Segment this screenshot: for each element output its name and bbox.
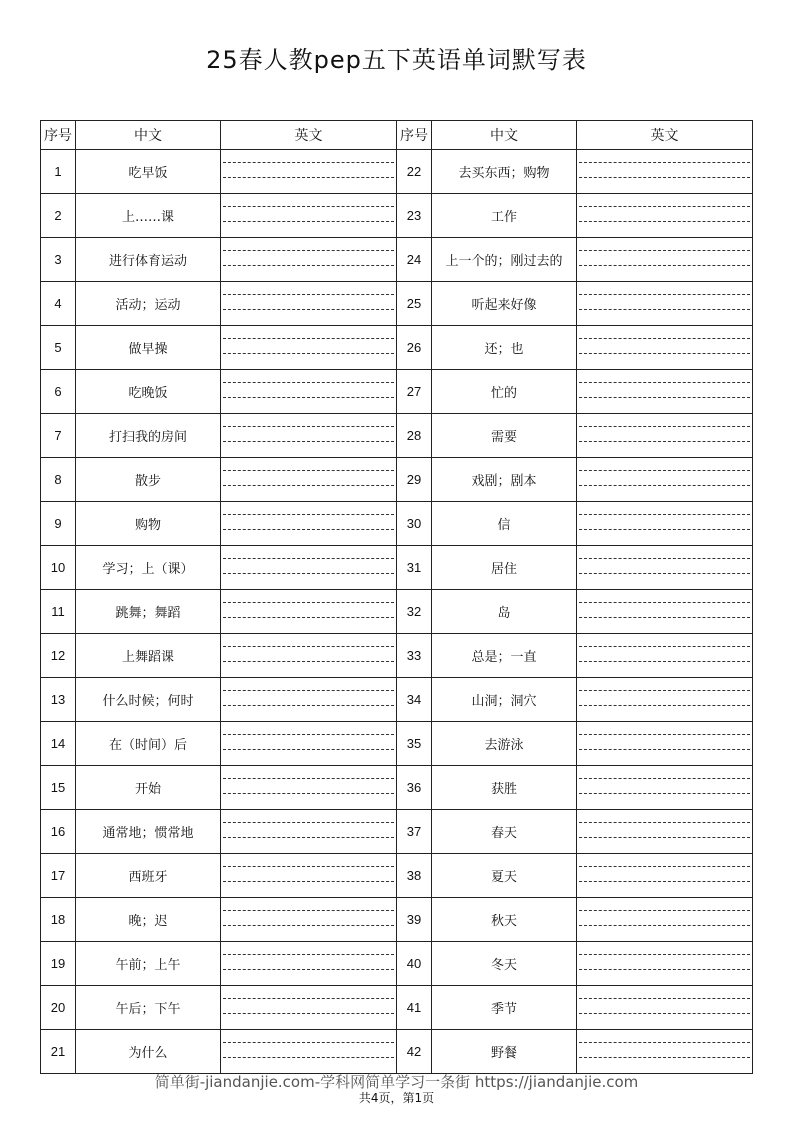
table-row bbox=[41, 986, 753, 1030]
writing-line bbox=[579, 705, 750, 706]
row-number: 27 bbox=[397, 370, 432, 414]
writing-line bbox=[579, 221, 750, 222]
writing-line bbox=[579, 1013, 750, 1014]
chinese-word: 夏天 bbox=[432, 854, 577, 898]
writing-line bbox=[223, 573, 394, 574]
row-number: 35 bbox=[397, 722, 432, 766]
writing-line bbox=[223, 661, 394, 662]
english-answer-field[interactable] bbox=[221, 678, 397, 722]
writing-line bbox=[223, 910, 394, 911]
writing-line bbox=[223, 162, 394, 163]
chinese-word: 获胜 bbox=[432, 766, 577, 810]
english-answer-field[interactable] bbox=[221, 898, 397, 942]
table-row bbox=[41, 854, 753, 898]
table-row bbox=[41, 590, 753, 634]
writing-line bbox=[579, 265, 750, 266]
english-answer-field[interactable] bbox=[577, 282, 753, 326]
row-number: 42 bbox=[397, 1030, 432, 1074]
table-row bbox=[41, 898, 753, 942]
english-answer-field[interactable] bbox=[577, 194, 753, 238]
writing-line bbox=[579, 514, 750, 515]
writing-line bbox=[223, 734, 394, 735]
english-answer-field[interactable] bbox=[577, 370, 753, 414]
writing-line bbox=[579, 309, 750, 310]
english-answer-field[interactable] bbox=[221, 458, 397, 502]
chinese-word: 秋天 bbox=[432, 898, 577, 942]
chinese-word: 做早操 bbox=[76, 326, 221, 370]
table-row bbox=[41, 458, 753, 502]
row-number: 16 bbox=[41, 810, 76, 854]
chinese-word: 活动；运动 bbox=[76, 282, 221, 326]
writing-line bbox=[579, 162, 750, 163]
writing-line bbox=[223, 265, 394, 266]
vocabulary-table bbox=[40, 120, 753, 1074]
writing-line bbox=[223, 925, 394, 926]
chinese-word: 居住 bbox=[432, 546, 577, 590]
english-answer-field[interactable] bbox=[221, 634, 397, 678]
writing-line bbox=[579, 910, 750, 911]
english-answer-field[interactable] bbox=[221, 722, 397, 766]
table-row bbox=[41, 942, 753, 986]
english-answer-field[interactable] bbox=[221, 238, 397, 282]
table-row bbox=[41, 722, 753, 766]
chinese-word: 学习；上（课） bbox=[76, 546, 221, 590]
writing-line bbox=[579, 969, 750, 970]
english-answer-field[interactable] bbox=[221, 150, 397, 194]
row-number: 11 bbox=[41, 590, 76, 634]
writing-line bbox=[223, 529, 394, 530]
row-number: 13 bbox=[41, 678, 76, 722]
writing-line bbox=[579, 338, 750, 339]
chinese-word: 开始 bbox=[76, 766, 221, 810]
chinese-word: 在（时间）后 bbox=[76, 722, 221, 766]
table-row bbox=[41, 414, 753, 458]
english-answer-field[interactable] bbox=[221, 854, 397, 898]
chinese-word: 购物 bbox=[76, 502, 221, 546]
writing-line bbox=[579, 690, 750, 691]
header-en: 英文 bbox=[221, 121, 397, 150]
row-number: 12 bbox=[41, 634, 76, 678]
writing-line bbox=[579, 778, 750, 779]
english-answer-field[interactable] bbox=[577, 590, 753, 634]
chinese-word: 还；也 bbox=[432, 326, 577, 370]
writing-line bbox=[223, 470, 394, 471]
table-row bbox=[41, 282, 753, 326]
chinese-word: 冬天 bbox=[432, 942, 577, 986]
writing-line bbox=[579, 206, 750, 207]
writing-line bbox=[223, 969, 394, 970]
writing-line bbox=[223, 954, 394, 955]
chinese-word: 春天 bbox=[432, 810, 577, 854]
writing-line bbox=[223, 338, 394, 339]
writing-line bbox=[223, 866, 394, 867]
writing-line bbox=[579, 661, 750, 662]
writing-line bbox=[223, 221, 394, 222]
writing-line bbox=[579, 558, 750, 559]
writing-line bbox=[223, 1042, 394, 1043]
english-answer-field[interactable] bbox=[221, 986, 397, 1030]
english-answer-field[interactable] bbox=[577, 942, 753, 986]
table-row bbox=[41, 546, 753, 590]
chinese-word: 总是；一直 bbox=[432, 634, 577, 678]
writing-line bbox=[579, 734, 750, 735]
row-number: 24 bbox=[397, 238, 432, 282]
chinese-word: 吃晚饭 bbox=[76, 370, 221, 414]
row-number: 34 bbox=[397, 678, 432, 722]
row-number: 32 bbox=[397, 590, 432, 634]
page-number: 共4页，第1页 bbox=[358, 1091, 435, 1105]
english-answer-field[interactable] bbox=[577, 238, 753, 282]
writing-line bbox=[579, 749, 750, 750]
english-answer-field[interactable] bbox=[221, 810, 397, 854]
header-zh: 中文 bbox=[76, 121, 221, 150]
writing-line bbox=[223, 206, 394, 207]
header-num: 序号 bbox=[397, 121, 432, 150]
writing-line bbox=[579, 397, 750, 398]
english-answer-field[interactable] bbox=[221, 546, 397, 590]
writing-line bbox=[579, 1057, 750, 1058]
row-number: 3 bbox=[41, 238, 76, 282]
chinese-word: 为什么 bbox=[76, 1030, 221, 1074]
chinese-word: 需要 bbox=[432, 414, 577, 458]
english-answer-field[interactable] bbox=[577, 810, 753, 854]
writing-line bbox=[579, 485, 750, 486]
english-answer-field[interactable] bbox=[221, 502, 397, 546]
row-number: 26 bbox=[397, 326, 432, 370]
writing-line bbox=[223, 441, 394, 442]
writing-line bbox=[579, 617, 750, 618]
writing-line bbox=[223, 426, 394, 427]
writing-line bbox=[223, 397, 394, 398]
writing-line bbox=[223, 778, 394, 779]
english-answer-field[interactable] bbox=[577, 722, 753, 766]
writing-line bbox=[579, 294, 750, 295]
chinese-word: 上舞蹈课 bbox=[76, 634, 221, 678]
writing-line bbox=[579, 837, 750, 838]
chinese-word: 进行体育运动 bbox=[76, 238, 221, 282]
chinese-word: 打扫我的房间 bbox=[76, 414, 221, 458]
writing-line bbox=[223, 558, 394, 559]
table-row bbox=[41, 1030, 753, 1074]
table-row bbox=[41, 370, 753, 414]
english-answer-field[interactable] bbox=[577, 1030, 753, 1074]
header-num: 序号 bbox=[41, 121, 76, 150]
writing-line bbox=[223, 309, 394, 310]
row-number: 20 bbox=[41, 986, 76, 1030]
english-answer-field[interactable] bbox=[221, 370, 397, 414]
table-row bbox=[41, 766, 753, 810]
writing-line bbox=[579, 250, 750, 251]
chinese-word: 什么时候；何时 bbox=[76, 678, 221, 722]
table-row bbox=[41, 194, 753, 238]
english-answer-field[interactable] bbox=[577, 766, 753, 810]
writing-line bbox=[579, 382, 750, 383]
writing-line bbox=[579, 177, 750, 178]
chinese-word: 上一个的；刚过去的 bbox=[432, 238, 577, 282]
row-number: 21 bbox=[41, 1030, 76, 1074]
chinese-word: 戏剧；剧本 bbox=[432, 458, 577, 502]
english-answer-field[interactable] bbox=[577, 326, 753, 370]
chinese-word: 吃早饭 bbox=[76, 150, 221, 194]
writing-line bbox=[579, 998, 750, 999]
row-number: 36 bbox=[397, 766, 432, 810]
english-answer-field[interactable] bbox=[221, 1030, 397, 1074]
chinese-word: 上……课 bbox=[76, 194, 221, 238]
table-row bbox=[41, 634, 753, 678]
table-row bbox=[41, 810, 753, 854]
row-number: 33 bbox=[397, 634, 432, 678]
row-number: 30 bbox=[397, 502, 432, 546]
english-answer-field[interactable] bbox=[221, 326, 397, 370]
english-answer-field[interactable] bbox=[577, 414, 753, 458]
row-number: 5 bbox=[41, 326, 76, 370]
writing-line bbox=[579, 822, 750, 823]
writing-line bbox=[579, 602, 750, 603]
chinese-word: 通常地；惯常地 bbox=[76, 810, 221, 854]
english-answer-field[interactable] bbox=[221, 590, 397, 634]
watermark-footer: 简单街-jiandanjie.com-学科网简单学习一条街 https://jiandanjie.com bbox=[154, 1073, 639, 1091]
row-number: 29 bbox=[397, 458, 432, 502]
chinese-word: 午前；上午 bbox=[76, 942, 221, 986]
row-number: 25 bbox=[397, 282, 432, 326]
chinese-word: 跳舞；舞蹈 bbox=[76, 590, 221, 634]
writing-line bbox=[223, 514, 394, 515]
row-number: 41 bbox=[397, 986, 432, 1030]
writing-line bbox=[579, 426, 750, 427]
row-number: 15 bbox=[41, 766, 76, 810]
english-answer-field[interactable] bbox=[221, 194, 397, 238]
chinese-word: 去买东西；购物 bbox=[432, 150, 577, 194]
row-number: 22 bbox=[397, 150, 432, 194]
page-title: 25春人教pep五下英语单词默写表 bbox=[206, 46, 587, 74]
english-answer-field[interactable] bbox=[577, 150, 753, 194]
writing-line bbox=[223, 1057, 394, 1058]
writing-line bbox=[223, 250, 394, 251]
chinese-word: 西班牙 bbox=[76, 854, 221, 898]
row-number: 17 bbox=[41, 854, 76, 898]
writing-line bbox=[223, 749, 394, 750]
chinese-word: 山洞；洞穴 bbox=[432, 678, 577, 722]
table-row bbox=[41, 678, 753, 722]
row-number: 8 bbox=[41, 458, 76, 502]
row-number: 19 bbox=[41, 942, 76, 986]
writing-line bbox=[223, 646, 394, 647]
writing-line bbox=[579, 470, 750, 471]
english-answer-field[interactable] bbox=[577, 634, 753, 678]
english-answer-field[interactable] bbox=[577, 502, 753, 546]
english-answer-field[interactable] bbox=[577, 898, 753, 942]
writing-line bbox=[223, 177, 394, 178]
table-row bbox=[41, 238, 753, 282]
chinese-word: 工作 bbox=[432, 194, 577, 238]
chinese-word: 午后；下午 bbox=[76, 986, 221, 1030]
english-answer-field[interactable] bbox=[221, 766, 397, 810]
writing-line bbox=[223, 485, 394, 486]
writing-line bbox=[223, 837, 394, 838]
writing-line bbox=[579, 866, 750, 867]
row-number: 28 bbox=[397, 414, 432, 458]
writing-line bbox=[579, 925, 750, 926]
english-answer-field[interactable] bbox=[577, 854, 753, 898]
header-zh: 中文 bbox=[432, 121, 577, 150]
chinese-word: 野餐 bbox=[432, 1030, 577, 1074]
writing-line bbox=[579, 646, 750, 647]
writing-line bbox=[579, 1042, 750, 1043]
chinese-word: 听起来好像 bbox=[432, 282, 577, 326]
table-row bbox=[41, 150, 753, 194]
header-en: 英文 bbox=[577, 121, 753, 150]
chinese-word: 去游泳 bbox=[432, 722, 577, 766]
chinese-word: 散步 bbox=[76, 458, 221, 502]
writing-line bbox=[579, 529, 750, 530]
chinese-word: 岛 bbox=[432, 590, 577, 634]
writing-line bbox=[223, 881, 394, 882]
writing-line bbox=[223, 793, 394, 794]
writing-line bbox=[223, 690, 394, 691]
english-answer-field[interactable] bbox=[577, 678, 753, 722]
row-number: 1 bbox=[41, 150, 76, 194]
table-row bbox=[41, 502, 753, 546]
chinese-word: 信 bbox=[432, 502, 577, 546]
row-number: 39 bbox=[397, 898, 432, 942]
row-number: 7 bbox=[41, 414, 76, 458]
row-number: 14 bbox=[41, 722, 76, 766]
row-number: 37 bbox=[397, 810, 432, 854]
chinese-word: 忙的 bbox=[432, 370, 577, 414]
english-answer-field[interactable] bbox=[577, 986, 753, 1030]
writing-line bbox=[579, 793, 750, 794]
writing-line bbox=[223, 822, 394, 823]
english-answer-field[interactable] bbox=[221, 282, 397, 326]
writing-line bbox=[223, 382, 394, 383]
row-number: 18 bbox=[41, 898, 76, 942]
writing-line bbox=[223, 617, 394, 618]
chinese-word: 晚；迟 bbox=[76, 898, 221, 942]
row-number: 23 bbox=[397, 194, 432, 238]
writing-line bbox=[223, 602, 394, 603]
row-number: 31 bbox=[397, 546, 432, 590]
writing-line bbox=[223, 998, 394, 999]
writing-line bbox=[223, 1013, 394, 1014]
table-row bbox=[41, 326, 753, 370]
writing-line bbox=[579, 954, 750, 955]
writing-line bbox=[223, 294, 394, 295]
writing-line bbox=[579, 881, 750, 882]
row-number: 38 bbox=[397, 854, 432, 898]
writing-line bbox=[223, 353, 394, 354]
row-number: 4 bbox=[41, 282, 76, 326]
header-row bbox=[41, 121, 753, 150]
row-number: 2 bbox=[41, 194, 76, 238]
writing-line bbox=[579, 353, 750, 354]
writing-line bbox=[579, 441, 750, 442]
english-answer-field[interactable] bbox=[577, 458, 753, 502]
english-answer-field[interactable] bbox=[577, 546, 753, 590]
english-answer-field[interactable] bbox=[221, 942, 397, 986]
english-answer-field[interactable] bbox=[221, 414, 397, 458]
row-number: 6 bbox=[41, 370, 76, 414]
row-number: 9 bbox=[41, 502, 76, 546]
writing-line bbox=[579, 573, 750, 574]
row-number: 40 bbox=[397, 942, 432, 986]
writing-line bbox=[223, 705, 394, 706]
chinese-word: 季节 bbox=[432, 986, 577, 1030]
row-number: 10 bbox=[41, 546, 76, 590]
